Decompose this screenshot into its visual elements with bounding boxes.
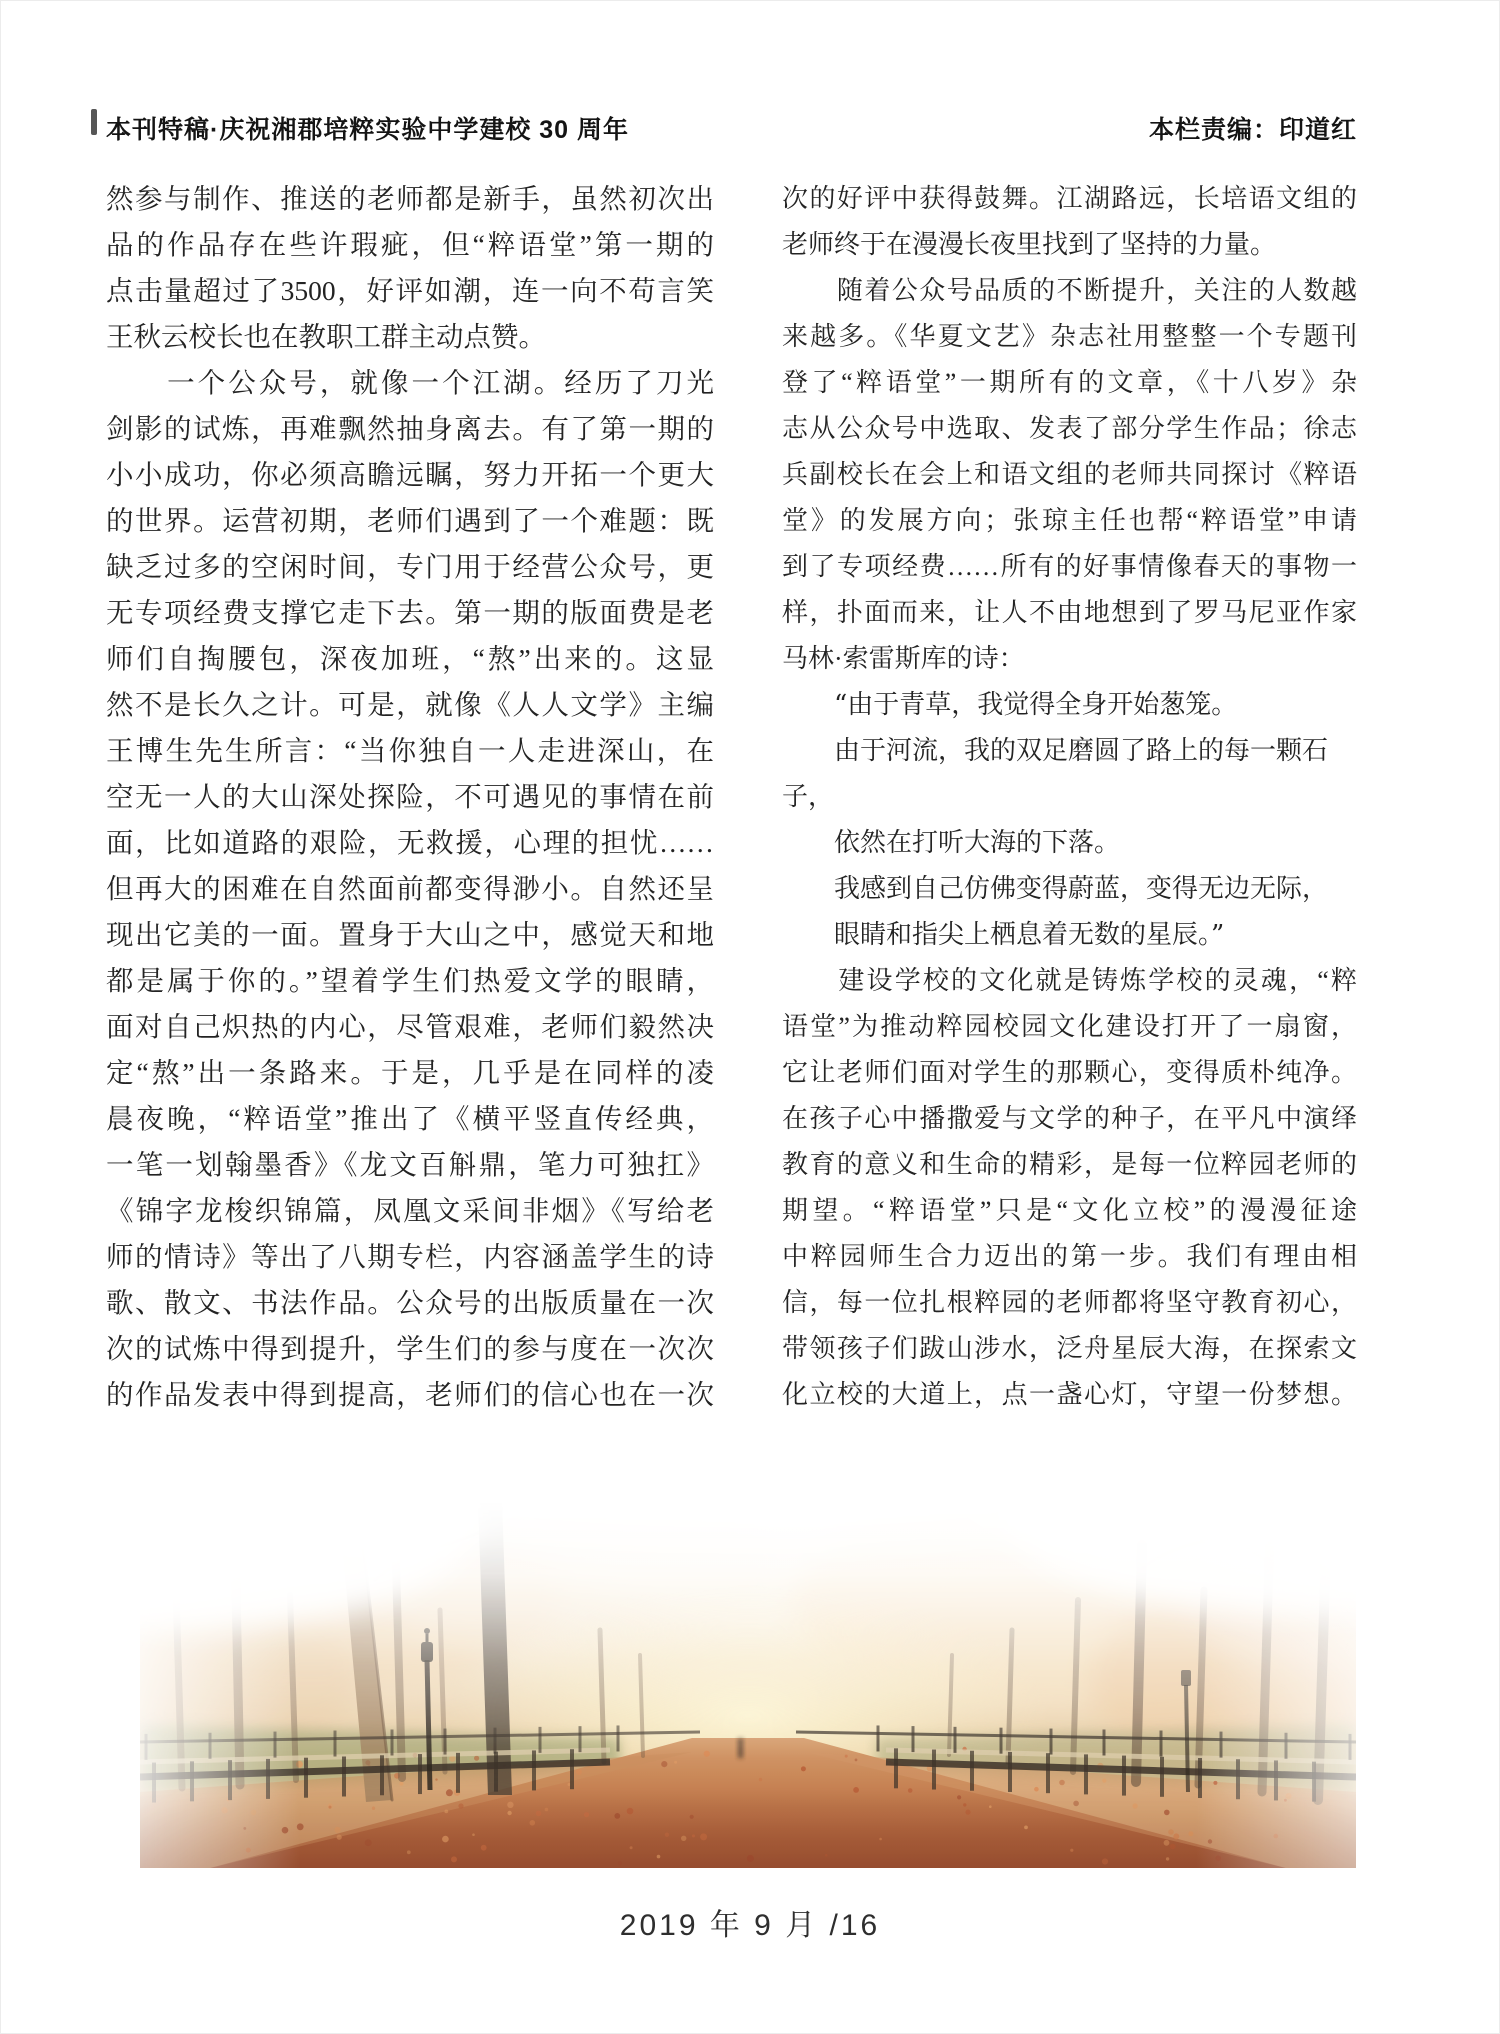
- text-line: 子，: [782, 782, 835, 812]
- text-line: 品的作品存在些许瑕疵，但“粹语堂”第一期的: [106, 229, 714, 260]
- text-line: 然不是长久之计。可是，就像《人人文学》主编: [106, 689, 714, 720]
- text-line: 无专项经费支撑它走下去。第一期的版面费是老: [106, 597, 714, 628]
- text-line: 点击量超过了3500，好评如潮，连一向不苟言笑: [106, 275, 714, 306]
- text-line: 教育的意义和生命的精彩，是每一位粹园老师的: [782, 1150, 1357, 1179]
- text-line: 的世界。运营初期，老师们遇到了一个难题：既: [106, 505, 714, 536]
- text-line: 到了专项经费……所有的好事情像春天的事物一: [782, 552, 1357, 581]
- text-line: 来越多。《华夏文艺》杂志社用整整一个专题刊: [782, 322, 1357, 351]
- header-feature-title: 本刊特稿·庆祝湘郡培粹实验中学建校 30 周年: [106, 116, 630, 144]
- text-line: 在孩子心中播撒爱与文学的种子，在平凡中演绎: [782, 1104, 1357, 1133]
- text-line: 带领孩子们跋山涉水，泛舟星辰大海，在探索文: [782, 1334, 1357, 1363]
- text-line: 缺乏过多的空闲时间，专门用于经营公众号，更: [106, 551, 714, 582]
- text-line: 面，比如道路的艰险，无救援，心理的担忧……: [106, 827, 714, 858]
- text-line: 小小成功，你必须高瞻远瞩，努力开拓一个更大: [106, 459, 714, 490]
- text-line: 眼睛和指尖上栖息着无数的星辰。”: [782, 920, 1225, 950]
- text-line: 的作品发表中得到提高，老师们的信心也在一次: [106, 1379, 714, 1410]
- article-photo: [140, 1500, 1356, 1868]
- text-line: 建设学校的文化就是铸炼学校的灵魂，“粹: [782, 966, 1357, 995]
- text-line: 然参与制作、推送的老师都是新手，虽然初次出: [106, 183, 714, 214]
- text-line: 依然在打听大海的下落。: [782, 828, 1121, 858]
- text-line: 次的好评中获得鼓舞。江湖路远，长培语文组的: [782, 184, 1357, 213]
- text-line: 师们自掏腰包，深夜加班，“熬”出来的。这显: [106, 643, 714, 674]
- page-number-text: 2019 年 9 月 /16: [619, 1909, 881, 1942]
- text-line: 由于河流，我的双足磨圆了路上的每一颗石: [782, 736, 1329, 766]
- text-line: 王博生先生所言：“当你独自一人走进深山，在: [106, 735, 714, 766]
- text-line: 王秋云校长也在教职工群主动点赞。: [106, 321, 546, 352]
- scan-artifact: [91, 109, 97, 135]
- text-line: 次的试炼中得到提升，学生们的参与度在一次次: [106, 1333, 714, 1364]
- text-line: 一笔一划翰墨香》《龙文百斛鼎，笔力可独扛》: [106, 1149, 714, 1180]
- text-line: 现出它美的一面。置身于大山之中，感觉天和地: [106, 919, 714, 950]
- text-line: 登了“粹语堂”一期所有的文章，《十八岁》杂: [782, 368, 1357, 397]
- text-line: 期望。“粹语堂”只是“文化立校”的漫漫征途: [782, 1196, 1357, 1225]
- text-line: 信，每一位扎根粹园的老师都将坚守教育初心，: [782, 1288, 1357, 1317]
- header-editor-credit: 本栏责编：印道红: [1148, 116, 1357, 144]
- haze-veil: [140, 1500, 1356, 1868]
- text-line: 我感到自己仿佛变得蔚蓝，变得无边无际，: [782, 874, 1329, 904]
- text-line: “由于青草，我觉得全身开始葱笼。: [782, 690, 1238, 720]
- text-line: 但再大的困难在自然面前都变得渺小。自然还呈: [106, 873, 714, 904]
- text-line: 都是属于你的。”望着学生们热爱文学的眼睛，: [106, 965, 714, 996]
- text-line: 歌、散文、书法作品。公众号的出版质量在一次: [106, 1287, 714, 1318]
- text-line: 兵副校长在会上和语文组的老师共同探讨《粹语: [782, 460, 1357, 489]
- text-line: 它让老师们面对学生的那颗心，变得质朴纯净。: [782, 1058, 1357, 1087]
- text-line: 化立校的大道上，点一盏心灯，守望一份梦想。: [782, 1380, 1357, 1409]
- text-line: 老师终于在漫漫长夜里找到了坚持的力量。: [782, 230, 1277, 259]
- text-line: 定“熬”出一条路来。于是，几乎是在同样的凌: [106, 1057, 714, 1088]
- text-line: 师的情诗》等出了八期专栏，内容涵盖学生的诗: [106, 1241, 714, 1272]
- text-line: 一个公众号，就像一个江湖。经历了刀光: [106, 367, 714, 398]
- text-line: 志从公众号中选取、发表了部分学生作品；徐志: [782, 414, 1357, 443]
- text-line: 语堂”为推动粹园校园文化建设打开了一扇窗，: [782, 1012, 1357, 1041]
- text-line: 样，扑面而来，让人不由地想到了罗马尼亚作家: [782, 598, 1357, 627]
- left-column: [106, 176, 714, 1418]
- text-line: 剑影的试炼，再难飘然抽身离去。有了第一期的: [106, 413, 714, 444]
- text-line: 晨夜晚，“粹语堂”推出了《横平竖直传经典，: [106, 1103, 714, 1134]
- right-column: [782, 176, 1357, 1418]
- text-line: 随着公众号品质的不断提升，关注的人数越: [782, 276, 1357, 305]
- page-footer: [0, 1900, 1500, 1944]
- text-line: 中粹园师生合力迈出的第一步。我们有理由相: [782, 1242, 1357, 1271]
- text-line: 《锦字龙梭织锦篇，凤凰文采间非烟》《写给老: [106, 1195, 714, 1226]
- text-line: 面对自己炽热的内心，尽管艰难，老师们毅然决: [106, 1011, 714, 1042]
- text-line: 空无一人的大山深处探险，不可遇见的事情在前: [106, 781, 714, 812]
- page-header: [106, 110, 1357, 146]
- text-line: 马林·索雷斯库的诗：: [782, 644, 1025, 673]
- text-line: 堂》的发展方向；张琼主任也帮“粹语堂”申请: [782, 506, 1357, 535]
- autumn-park-illustration: [140, 1500, 1356, 1868]
